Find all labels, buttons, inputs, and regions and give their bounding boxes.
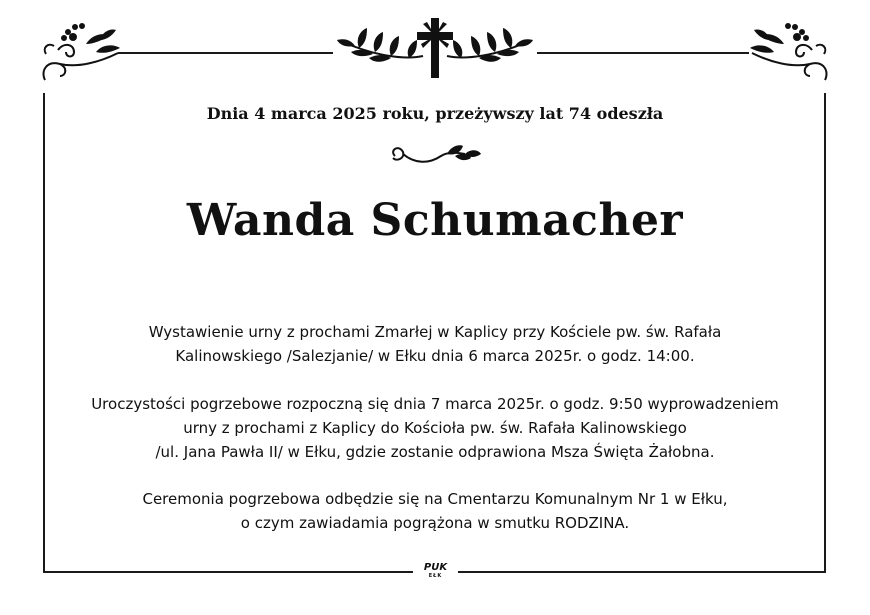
frame-top-line-left	[118, 52, 333, 54]
cross-with-laurel-icon	[335, 14, 535, 80]
paragraph-burial	[45, 487, 825, 535]
text-line: /ul. Jana Pawła II/ w Ełku, gdzie zostanie odprawiona Msza Święta Żałobna.	[155, 443, 715, 461]
frame-bottom-border-left	[43, 571, 413, 573]
paragraph-ceremony	[45, 392, 825, 464]
deceased-name: Wanda Schumacher	[186, 195, 684, 246]
notice-intro: Dnia 4 marca 2025 roku, przeżywszy lat 74 odeszła	[206, 104, 664, 123]
text-line: Ceremonia pogrzebowa odbędzie się na Cmentarzu Komunalnym Nr 1 w Ełku,	[142, 490, 728, 508]
puk-logo	[413, 563, 458, 579]
logo-main-text: PUK	[423, 562, 448, 573]
text-line: Uroczystości pogrzebowe rozpoczną się dnia 7 marca 2025r. o godz. 9:50 wyprowadzeniem	[91, 395, 779, 413]
text-line: Wystawienie urny z prochami Zmarłej w Kaplicy przy Kościele pw. św. Rafała	[148, 323, 722, 341]
floral-corner-left-icon	[38, 18, 128, 88]
frame-bottom-border-right	[458, 571, 826, 573]
text-line: urny z prochami z Kaplicy do Kościoła pw. św. Rafała Kalinowskiego	[183, 419, 687, 437]
logo-sub-text: EŁK	[428, 573, 443, 579]
paragraph-viewing	[45, 320, 825, 368]
text-line: Kalinowskiego /Salezjanie/ w Ełku dnia 6 marca 2025r. o godz. 14:00.	[175, 347, 695, 365]
frame-top-line-right	[537, 52, 749, 54]
text-line: o czym zawiadamia pogrążona w smutku RODZINA.	[240, 514, 630, 532]
leaf-flourish-divider-icon	[385, 142, 485, 174]
floral-corner-right-icon	[742, 18, 832, 88]
